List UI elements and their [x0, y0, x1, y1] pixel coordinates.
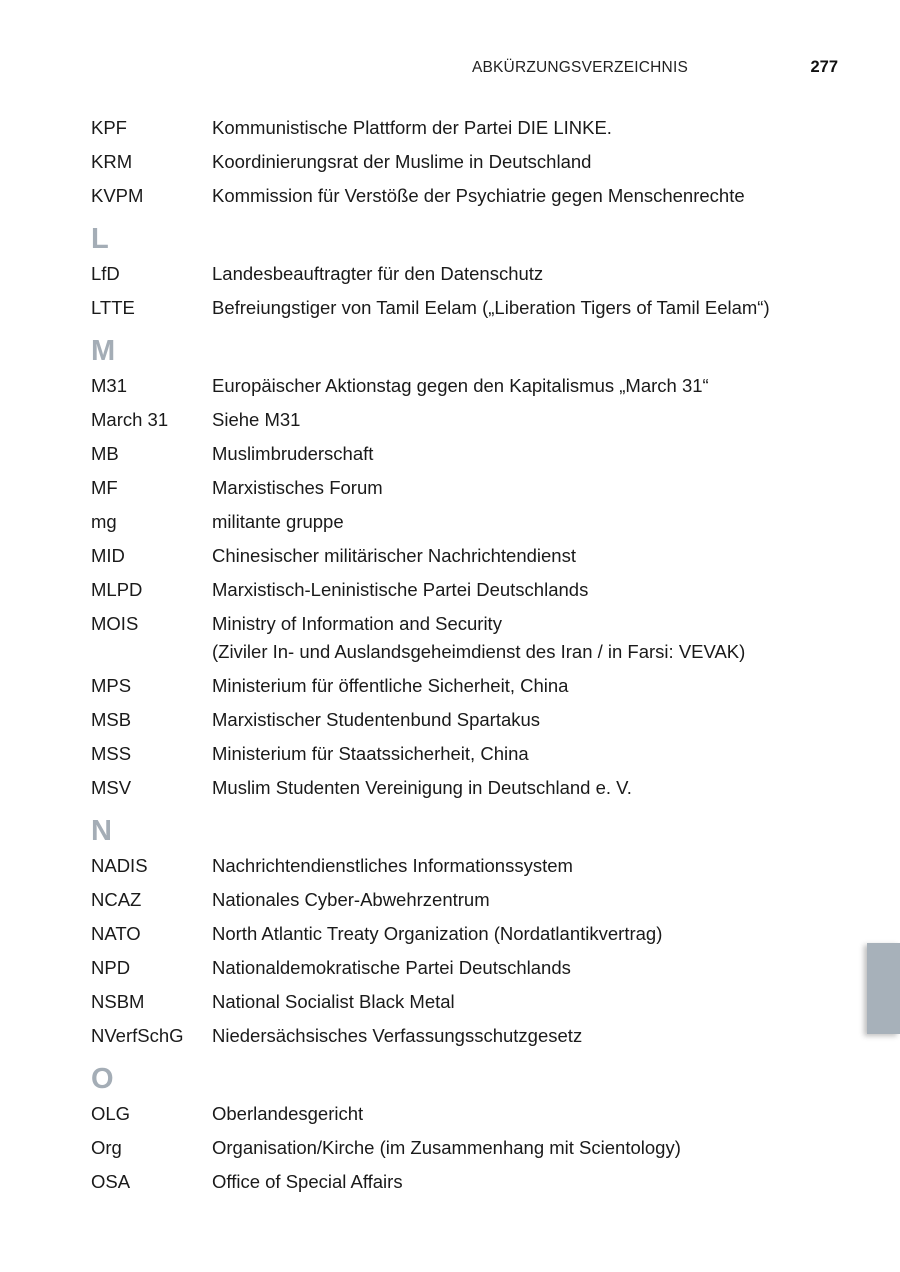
section-letter-n: N [91, 815, 112, 847]
abbreviation-definition [212, 852, 851, 880]
abbreviation-entry [91, 406, 851, 434]
abbreviation-term: NSBM [91, 991, 145, 1012]
abbreviation-definition [212, 440, 851, 468]
abbreviation-definition [212, 260, 851, 288]
definition-line: Muslim Studenten Vereinigung in Deutschland e. V. [212, 777, 632, 798]
definition-line: Chinesischer militärischer Nachrichtendienst [212, 545, 576, 566]
definition-line: Ministerium für öffentliche Sicherheit, China [212, 675, 569, 696]
definition-line: Niedersächsisches Verfassungsschutzgesetz [212, 1025, 583, 1046]
abbreviation-list [91, 114, 851, 1202]
abbreviation-entry [91, 954, 851, 982]
abbreviation-entry [91, 886, 851, 914]
definition-line: Europäischer Aktionstag gegen den Kapitalismus „March 31“ [212, 375, 709, 396]
definition-line: Befreiungstiger von Tamil Eelam („Liberation Tigers of Tamil Eelam“) [212, 297, 770, 318]
running-header-title: ABKÜRZUNGSVERZEICHNIS [471, 59, 688, 76]
abbreviation-entry [91, 148, 851, 176]
abbreviation-entry [91, 542, 851, 570]
abbreviation-term: MSB [91, 709, 132, 730]
abbreviation-term: M31 [91, 375, 127, 396]
abbreviation-definition [212, 1134, 851, 1162]
definition-line: Muslimbruderschaft [212, 443, 374, 464]
definition-line: Marxistisch-Leninistische Partei Deutschlands [212, 579, 589, 600]
abbreviation-entry [91, 1168, 851, 1196]
abbreviation-definition [212, 954, 851, 982]
abbreviation-entry [91, 372, 851, 400]
definition-line: Nachrichtendienstliches Informationssystem [212, 855, 573, 876]
abbreviation-term: MID [91, 545, 125, 566]
definition-line: Nationales Cyber-Abwehrzentrum [212, 889, 490, 910]
abbreviation-entry [91, 1022, 851, 1050]
definition-line: Ministerium für Staatssicherheit, China [212, 743, 529, 764]
abbreviation-entry [91, 114, 851, 142]
abbreviation-term: LTTE [91, 297, 135, 318]
abbreviation-term: MSV [91, 777, 132, 798]
abbreviation-term: KVPM [91, 185, 144, 206]
abbreviation-definition [212, 988, 851, 1016]
abbreviation-definition [212, 1022, 851, 1050]
definition-line: Organisation/Kirche (im Zusammenhang mit Scientology) [212, 1137, 681, 1158]
abbreviation-definition [212, 610, 851, 666]
definition-line: North Atlantic Treaty Organization (Nordatlantikvertrag) [212, 923, 663, 944]
abbreviation-term: NPD [91, 957, 131, 978]
definition-line: Nationaldemokratische Partei Deutschlands [212, 957, 571, 978]
abbreviation-term: MSS [91, 743, 132, 764]
abbreviation-entry [91, 740, 851, 768]
abbreviation-entry [91, 260, 851, 288]
definition-line: Oberlandesgericht [212, 1103, 364, 1124]
abbreviation-definition [212, 1168, 851, 1196]
abbreviation-term: KRM [91, 151, 133, 172]
definition-line: Kommission für Verstöße der Psychiatrie gegen Menschenrechte [212, 185, 745, 206]
abbreviation-term: MB [91, 443, 119, 464]
abbreviation-definition [212, 114, 851, 142]
page-number: 277 [810, 58, 838, 76]
abbreviation-term: March 31 [91, 409, 169, 430]
definition-line: National Socialist Black Metal [212, 991, 455, 1012]
abbreviation-entry [91, 672, 851, 700]
abbreviation-term: NADIS [91, 855, 148, 876]
section-letter-l: L [91, 223, 109, 255]
abbreviation-entry [91, 182, 851, 210]
abbreviation-definition [212, 508, 851, 536]
abbreviation-definition [212, 294, 851, 322]
abbreviation-term: MOIS [91, 613, 139, 634]
abbreviation-definition [212, 886, 851, 914]
abbreviation-entry [91, 706, 851, 734]
abbreviation-definition [212, 706, 851, 734]
definition-line: Marxistisches Forum [212, 477, 383, 498]
abbreviation-definition [212, 774, 851, 802]
definition-line: Ministry of Information and Security [212, 613, 502, 634]
abbreviation-definition [212, 576, 851, 604]
abbreviation-definition [212, 920, 851, 948]
abbreviation-definition [212, 740, 851, 768]
definition-line: Kommunistische Plattform der Partei DIE LINKE. [212, 117, 612, 138]
abbreviation-definition [212, 474, 851, 502]
abbreviation-entry [91, 294, 851, 322]
abbreviation-entry [91, 576, 851, 604]
abbreviation-term: NATO [91, 923, 141, 944]
abbreviation-entry [91, 774, 851, 802]
abbreviation-term: NVerfSchG [91, 1025, 184, 1046]
abbreviation-entry [91, 440, 851, 468]
definition-line: Siehe M31 [212, 409, 301, 430]
abbreviation-term: OSA [91, 1171, 131, 1192]
abbreviation-term: MF [91, 477, 118, 498]
abbreviation-term: MLPD [91, 579, 143, 600]
abbreviation-term: NCAZ [91, 889, 142, 910]
abbreviation-entry [91, 920, 851, 948]
abbreviation-definition [212, 672, 851, 700]
abbreviation-term: mg [91, 511, 117, 532]
section-letter-m: M [91, 335, 116, 367]
section-letter-o: O [91, 1063, 114, 1095]
abbreviation-definition [212, 542, 851, 570]
abbreviation-entry [91, 1134, 851, 1162]
abbreviation-definition [212, 148, 851, 176]
abbreviation-entry [91, 988, 851, 1016]
abbreviation-term: MPS [91, 675, 132, 696]
thumb-index-tab [867, 943, 900, 1034]
abbreviation-term: LfD [91, 263, 120, 284]
abbreviation-term: Org [91, 1137, 122, 1158]
abbreviation-definition [212, 406, 851, 434]
abbreviation-entry [91, 610, 851, 666]
definition-line: Office of Special Affairs [212, 1171, 403, 1192]
definition-line: Landesbeauftragter für den Datenschutz [212, 263, 544, 284]
abbreviation-term: OLG [91, 1103, 131, 1124]
abbreviation-entry [91, 852, 851, 880]
abbreviation-entry [91, 474, 851, 502]
abbreviation-definition [212, 182, 851, 210]
definition-line: (Ziviler In- und Auslandsgeheimdienst des Iran / in Farsi: VEVAK) [212, 641, 746, 662]
definition-line: Koordinierungsrat der Muslime in Deutschland [212, 151, 592, 172]
definition-line: militante gruppe [212, 511, 344, 532]
abbreviation-definition [212, 372, 851, 400]
abbreviation-definition [212, 1100, 851, 1128]
definition-line: Marxistischer Studentenbund Spartakus [212, 709, 541, 730]
abbreviation-entry [91, 1100, 851, 1128]
abbreviation-entry [91, 508, 851, 536]
abbreviation-term: KPF [91, 117, 127, 138]
